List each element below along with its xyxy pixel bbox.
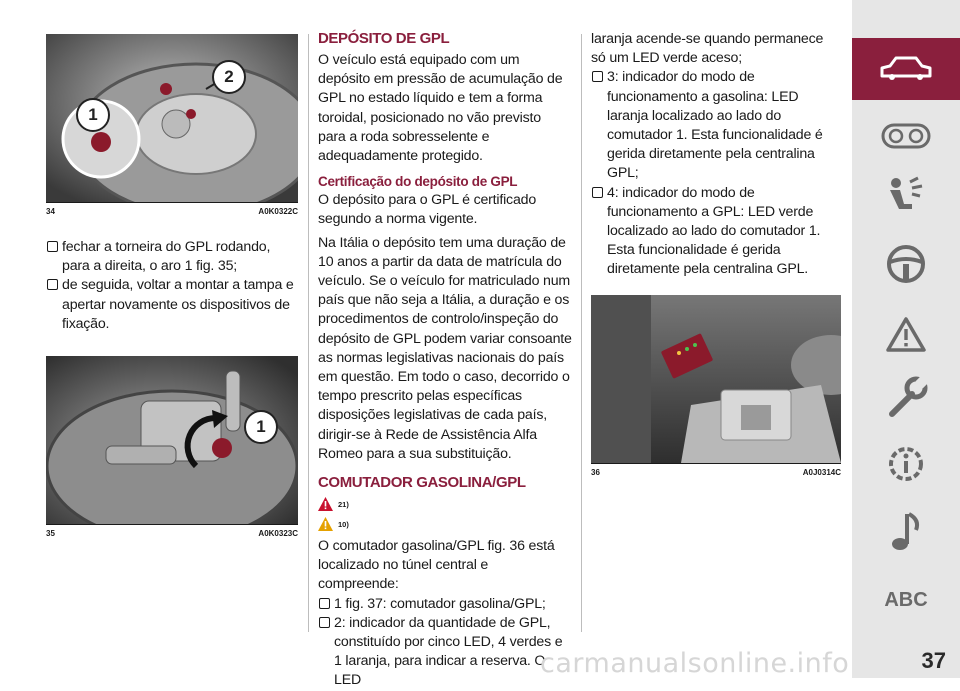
checkbox-bullet-icon <box>592 71 603 82</box>
subsection-heading: Certificação do depósito de GPL <box>318 174 518 190</box>
dashboard-gauges-icon <box>881 123 931 149</box>
left-bullet-list <box>46 238 298 334</box>
caution-icon <box>318 517 333 531</box>
section-heading: COMUTADOR GASOLINA/GPL <box>318 474 526 492</box>
figure-code: A0K0322C <box>258 207 298 216</box>
sidebar-item-maintenance[interactable] <box>877 374 935 422</box>
wrench-icon <box>884 376 928 420</box>
column-divider <box>581 34 582 632</box>
sidebar-item-driving[interactable] <box>877 240 935 288</box>
list-item: 2: indicador da quantidade de GPL, constituído por cinco LED, 4 verdes e 1 laranja, para indicar a reserva. O LED <box>318 614 572 691</box>
passenger-safety-icon <box>884 176 928 216</box>
sidebar-item-index[interactable] <box>877 576 935 624</box>
body-paragraph: laranja acende-se quando permanece só um LED verde aceso; <box>591 31 824 67</box>
body-paragraph: O veículo está equipado com um depósito em pressão de acumulação de GPL no estado líquido e tem a forma toroidal, posicionado no vão previsto para a roda sobresselente e adequadamente protegido. <box>318 52 563 165</box>
figure-34-callout-2: 2 <box>212 60 246 94</box>
checkbox-bullet-icon <box>592 187 603 198</box>
figure-code: A0J0314C <box>802 467 841 477</box>
caution-reference: 10) <box>318 517 572 531</box>
warning-reference: 21) <box>318 497 572 511</box>
music-note-icon <box>888 510 924 554</box>
column-divider <box>308 34 309 632</box>
warning-icon <box>318 497 333 511</box>
figure-34-image <box>46 34 298 202</box>
figure-35-caption <box>46 524 298 538</box>
middle-column <box>318 30 572 691</box>
figure-number: 34 <box>46 207 55 216</box>
list-item: 3: indicador do modo de funcionamento a gasolina: LED laranja localizado ao lado do comutador 1. Esta funcionalidade é gerida diretamente pela centralina GPL; <box>591 68 841 183</box>
checkbox-bullet-icon <box>319 598 330 609</box>
body-paragraph: O depósito para o GPL é certificado segundo a norma vigente. <box>318 192 537 228</box>
chapter-sidebar <box>852 0 960 678</box>
sidebar-item-emergency[interactable] <box>877 310 935 358</box>
figure-number: 35 <box>46 529 55 539</box>
list-item: de seguida, voltar a montar a tampa e apertar novamente os dispositivos de fixação. <box>46 276 298 334</box>
figure-36-illustration <box>591 295 841 463</box>
left-column <box>46 34 298 538</box>
figure-number: 36 <box>591 467 600 477</box>
warning-triangle-icon <box>886 316 926 352</box>
page-number: 37 <box>921 648 946 673</box>
watermark-text: carmanualsonline.info <box>540 648 850 679</box>
body-paragraph: O comutador gasolina/GPL fig. 36 está localizado no túnel central e compreende: <box>318 538 555 593</box>
figure-36-caption <box>591 463 841 477</box>
list-item: fechar a torneira do GPL rodando, para a direita, o aro 1 fig. 35; <box>46 238 298 276</box>
section-heading: DEPÓSITO DE GPL <box>318 30 450 47</box>
checkbox-bullet-icon <box>47 279 58 290</box>
sidebar-item-safety[interactable] <box>877 172 935 220</box>
figure-34-callout-1: 1 <box>76 98 110 132</box>
list-item: 4: indicador do modo de funcionamento a GPL: LED verde localizado ao lado do comutador 1. Esta funcionalidade é gerida diretamente pela centralina GPL. <box>591 184 841 280</box>
steering-wheel-icon <box>886 244 926 284</box>
figure-35-image <box>46 356 298 524</box>
figure-35-callout-1: 1 <box>244 410 278 444</box>
checkbox-bullet-icon <box>47 241 58 252</box>
sidebar-item-technical-data[interactable] <box>877 440 935 488</box>
figure-34-caption <box>46 202 298 216</box>
figure-36-image <box>591 295 841 463</box>
sidebar-item-instruments[interactable] <box>877 112 935 160</box>
figure-code: A0K0323C <box>258 529 298 539</box>
body-paragraph: Na Itália o depósito tem uma duração de 10 anos a partir da data de matrícula do veículo. Se o veículo for matriculado num país que não seja a Itália, a duração e os procedimentos de controlo/inspeção do depósito de GPL podem variar consoante as normas legislativas nacionais do país em questão. Em todo o caso, decorrido o tempo prescrito pelas específicas disposições legislativas de cada país, dirigir-se à Rede de Assistência Alfa Romeo para a sua substituição. <box>318 234 572 462</box>
sidebar-item-vehicle[interactable] <box>852 38 960 100</box>
index-abc-label: ABC <box>884 588 928 611</box>
car-icon <box>878 54 934 84</box>
checkbox-bullet-icon <box>319 617 330 628</box>
technical-info-icon <box>884 442 928 486</box>
right-column <box>591 30 841 477</box>
list-item: 1 fig. 37: comutador gasolina/GPL; <box>318 595 572 614</box>
sidebar-item-multimedia[interactable] <box>877 508 935 556</box>
